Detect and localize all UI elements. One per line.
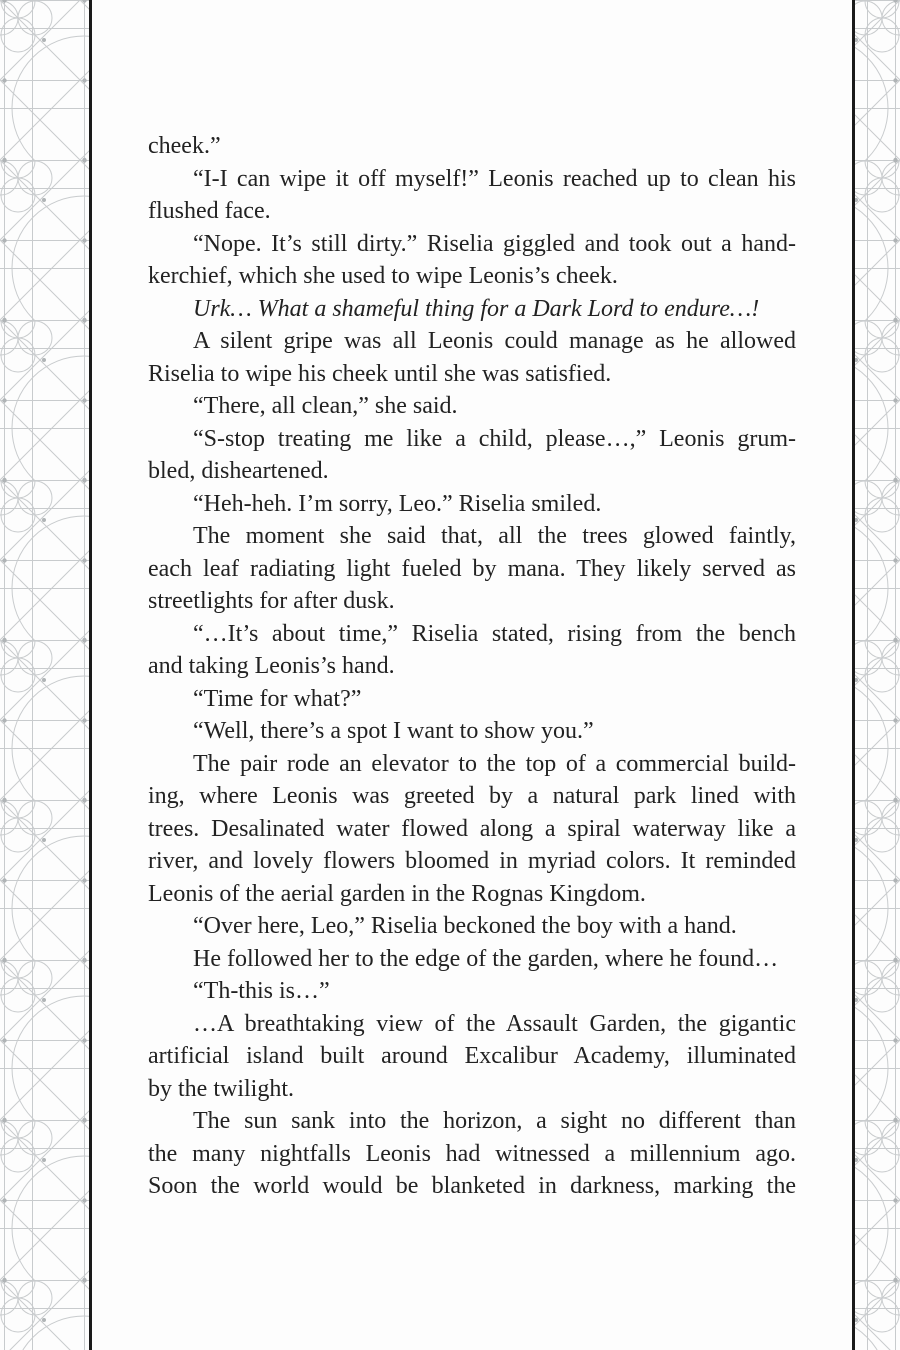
text-line: The sun sank into the horizon, a sight no different than <box>193 1108 796 1134</box>
left-border-pattern-icon <box>0 0 89 1350</box>
left-frame-line <box>89 0 92 1350</box>
page-text-block <box>148 130 796 1203</box>
text-line: Riselia to wipe his cheek until she was satisfied. <box>148 360 612 387</box>
text-line: kerchief, which she used to wipe Leonis’s cheek. <box>148 263 618 289</box>
text-line: The moment she said that, all the trees glowed faintly, <box>193 523 796 549</box>
text-line: “Heh-heh. I’m sorry, Leo.” Riselia smiled. <box>193 490 602 517</box>
text-line: “Nope. It’s still dirty.” Riselia giggled and took out a hand- <box>193 230 796 257</box>
text-line: trees. Desalinated water flowed along a spiral waterway like a <box>148 815 796 842</box>
text-line: “…It’s about time,” Riselia stated, rising from the bench <box>193 620 796 647</box>
text-line: and taking Leonis’s hand. <box>148 653 395 679</box>
right-border-pattern-icon <box>855 0 900 1350</box>
text-line: “Over here, Leo,” Riselia beckoned the boy with a hand. <box>193 913 737 939</box>
text-line: streetlights for after dusk. <box>148 588 395 614</box>
text-line: Soon the world would be blanketed in darkness, marking the <box>148 1173 796 1199</box>
text-line: flushed face. <box>148 198 271 224</box>
text-line: “There, all clean,” she said. <box>193 393 458 419</box>
text-line: ing, where Leonis was greeted by a natural park lined with <box>148 783 796 809</box>
text-line: “Time for what?” <box>193 685 362 712</box>
text-line: “Th-this is…” <box>193 978 330 1004</box>
text-line: artificial island built around Excalibur Academy, illuminated <box>148 1043 796 1069</box>
text-line: bled, disheartened. <box>148 458 329 484</box>
text-line: the many nightfalls Leonis had witnessed a millennium ago. <box>148 1140 796 1167</box>
text-line: Leonis of the aerial garden in the Rognas Kingdom. <box>148 880 646 907</box>
text-line: The pair rode an elevator to the top of a commercial build- <box>193 750 796 777</box>
text-line: “Well, there’s a spot I want to show you.” <box>193 718 594 744</box>
text-line: cheek.” <box>148 133 221 159</box>
text-line: He followed her to the edge of the garden, where he found… <box>193 945 779 972</box>
text-line: river, and lovely flowers bloomed in myriad colors. It reminded <box>148 848 796 874</box>
text-line: by the twilight. <box>148 1075 294 1102</box>
text-line: …A breathtaking view of the Assault Garden, the gigantic <box>193 1010 796 1037</box>
text-line: A silent gripe was all Leonis could manage as he allowed <box>193 328 796 354</box>
text-line: each leaf radiating light fueled by mana. They likely served as <box>148 555 796 582</box>
text-line: “S-stop treating me like a child, please…,” Leonis grum- <box>193 425 796 452</box>
text-line: Urk… What a shameful thing for a Dark Lord to endure…! <box>193 295 760 322</box>
text-line: “I-I can wipe it off myself!” Leonis reached up to clean his <box>193 165 796 192</box>
